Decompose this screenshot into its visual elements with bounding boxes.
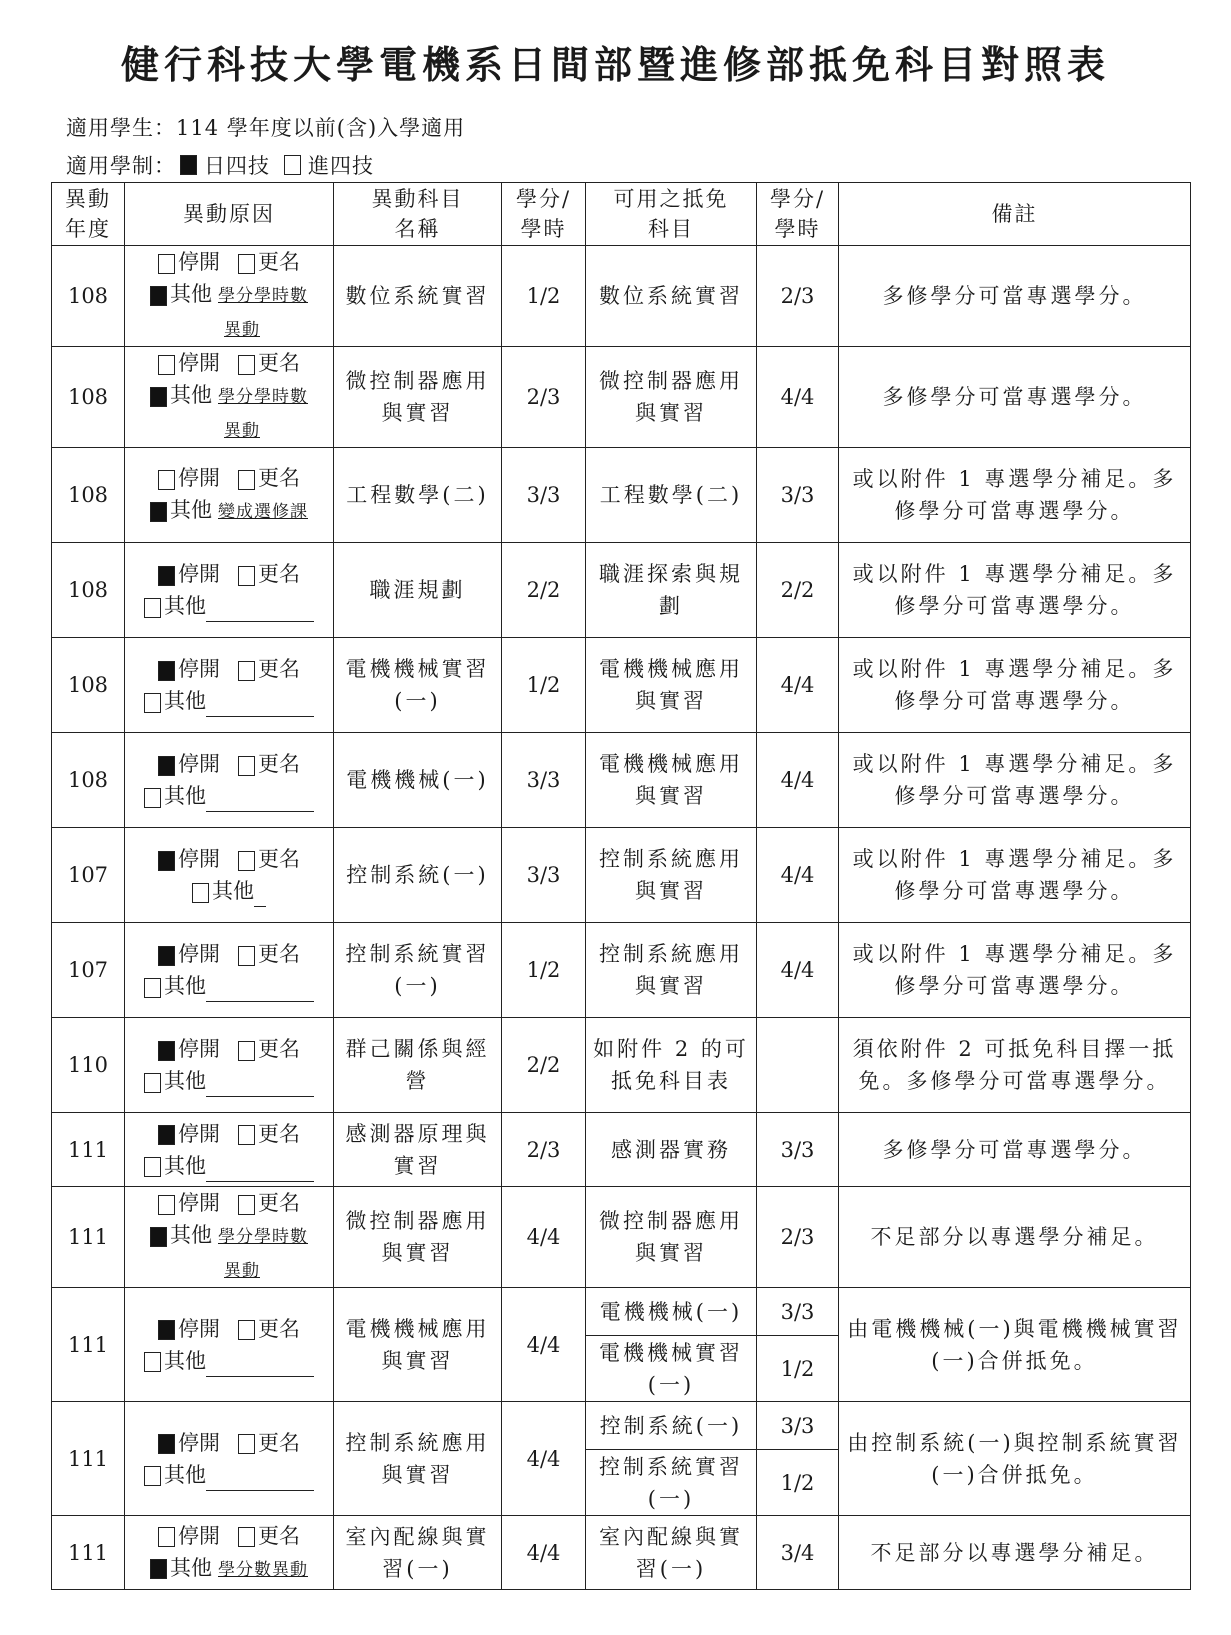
closed-checkbox (158, 254, 175, 274)
alt-credits-cell: 3/3 (757, 1288, 839, 1336)
other-label: 其他 (170, 282, 212, 306)
program-option-label: 進四技 (308, 154, 374, 178)
page-title: 健行科技大學電機系日間部暨進修部抵免科目對照表 (120, 42, 1110, 87)
table-row (52, 733, 1191, 828)
header-row (52, 183, 1191, 246)
credits-cell: 4/4 (502, 1187, 586, 1288)
closed-label: 停開 (178, 1316, 220, 1341)
table-row (52, 1113, 1191, 1187)
renamed-label: 更名 (258, 250, 300, 274)
credits-cell: 1/2 (502, 638, 586, 733)
note-cell: 或以附件 1 專選學分補足。多修學分可當專選學分。 (839, 733, 1191, 828)
table-row (52, 448, 1191, 543)
table-row (52, 923, 1191, 1018)
other-label: 其他 (164, 1348, 206, 1373)
year-cell: 108 (52, 733, 125, 828)
header-credits: 學分/ 學時 (502, 183, 586, 246)
closed-checkbox (158, 661, 175, 681)
credits-cell: 4/4 (502, 1402, 586, 1516)
closed-checkbox (158, 1527, 175, 1547)
year-cell: 107 (52, 923, 125, 1018)
alt-subject-cell: 電機機械實習(一) (586, 1336, 757, 1402)
note-cell: 或以附件 1 專選學分補足。多修學分可當專選學分。 (839, 638, 1191, 733)
renamed-checkbox (238, 1041, 255, 1061)
table-row (52, 347, 1191, 448)
alt-subject-cell: 控制系統實習(一) (586, 1450, 757, 1516)
closed-checkbox (158, 1125, 175, 1145)
closed-checkbox (158, 1195, 175, 1215)
note-cell: 由電機機械(一)與電機機械實習(一)合併抵免。 (839, 1288, 1191, 1402)
year-cell: 108 (52, 246, 125, 347)
subject-cell: 工程數學(二) (334, 448, 502, 543)
credits-cell: 2/3 (502, 347, 586, 448)
note-cell: 由控制系統(一)與控制系統實習(一)合併抵免。 (839, 1402, 1191, 1516)
year-cell: 108 (52, 448, 125, 543)
other-label: 其他 (164, 689, 206, 713)
closed-label: 停開 (178, 1121, 220, 1146)
alt-subject-cell: 室內配線與實習(一) (586, 1516, 757, 1590)
alt-credits-cell: 1/2 (757, 1450, 839, 1516)
other-checkbox (144, 693, 161, 713)
alt-subject-cell: 工程數學(二) (586, 448, 757, 543)
subject-cell: 電機機械(一) (334, 733, 502, 828)
subject-cell: 電機機械應用與實習 (334, 1288, 502, 1402)
alt-subject-cell: 電機機械應用與實習 (586, 638, 757, 733)
reason-cell (125, 246, 334, 347)
table-row (52, 638, 1191, 733)
renamed-label: 更名 (258, 1316, 300, 1341)
subject-cell: 控制系統實習(一) (334, 923, 502, 1018)
credits-cell: 4/4 (502, 1516, 586, 1590)
subject-cell: 控制系統(一) (334, 828, 502, 923)
credits-cell: 1/2 (502, 246, 586, 347)
renamed-checkbox (238, 1434, 255, 1454)
year-cell: 107 (52, 828, 125, 923)
closed-label: 停開 (178, 752, 220, 776)
year-cell: 111 (52, 1402, 125, 1516)
renamed-checkbox (238, 254, 255, 274)
table-row (52, 543, 1191, 638)
credits-cell: 2/2 (502, 543, 586, 638)
closed-label: 停開 (178, 466, 220, 490)
subject-cell: 微控制器應用與實習 (334, 347, 502, 448)
table-row (52, 246, 1191, 347)
other-checkbox (144, 788, 161, 808)
year-cell: 111 (52, 1288, 125, 1402)
renamed-checkbox (238, 470, 255, 490)
reason-cell (125, 828, 334, 923)
year-cell: 111 (52, 1187, 125, 1288)
year-cell: 108 (52, 543, 125, 638)
credits-cell: 2/2 (502, 1018, 586, 1113)
other-checkbox (150, 387, 167, 407)
closed-label: 停開 (178, 1191, 220, 1215)
alt-credits-cell (757, 1018, 839, 1113)
closed-label: 停開 (178, 351, 220, 375)
renamed-label: 更名 (258, 351, 300, 375)
credit-transfer-table (51, 182, 1191, 1590)
alt-credits-cell: 4/4 (757, 923, 839, 1018)
credits-cell: 3/3 (502, 828, 586, 923)
closed-label: 停開 (178, 250, 220, 274)
other-checkbox (150, 286, 167, 306)
program-type (66, 150, 374, 180)
applicable-students (66, 112, 465, 142)
closed-checkbox (158, 355, 175, 375)
reason-cell (125, 1113, 334, 1187)
other-label: 其他 (164, 974, 206, 998)
other-label: 其他 (164, 1153, 206, 1178)
other-checkbox (192, 883, 209, 903)
note-cell: 須依附件 2 可抵免科目擇一抵免。多修學分可當專選學分。 (839, 1018, 1191, 1113)
alt-credits-cell: 4/4 (757, 347, 839, 448)
other-checkbox (144, 598, 161, 618)
alt-credits-cell: 3/4 (757, 1516, 839, 1590)
closed-label: 停開 (178, 942, 220, 966)
alt-subject-cell: 控制系統應用與實習 (586, 923, 757, 1018)
year-cell: 108 (52, 347, 125, 448)
closed-label: 停開 (178, 847, 220, 871)
reason-cell (125, 448, 334, 543)
closed-label: 停開 (178, 1523, 220, 1548)
renamed-label: 更名 (258, 466, 300, 490)
other-blank-line (206, 1470, 314, 1491)
alt-subject-cell: 電機機械(一) (586, 1288, 757, 1336)
note-cell: 多修學分可當專選學分。 (839, 246, 1191, 347)
other-label: 其他 (170, 1223, 212, 1247)
alt-subject-cell: 電機機械應用與實習 (586, 733, 757, 828)
renamed-checkbox (238, 661, 255, 681)
alt-credits-cell: 4/4 (757, 828, 839, 923)
renamed-checkbox (238, 1195, 255, 1215)
alt-subject-cell: 數位系統實習 (586, 246, 757, 347)
renamed-label: 更名 (258, 847, 300, 871)
alt-subject-cell: 控制系統(一) (586, 1402, 757, 1450)
other-blank-line (206, 601, 314, 622)
other-label: 其他 (170, 383, 212, 407)
reason-cell (125, 543, 334, 638)
alt-subject-cell: 職涯探索與規劃 (586, 543, 757, 638)
renamed-label: 更名 (258, 562, 300, 586)
note-cell: 不足部分以專選學分補足。 (839, 1516, 1191, 1590)
renamed-label: 更名 (258, 1430, 300, 1455)
reason-cell (125, 1402, 334, 1516)
reason-cell (125, 638, 334, 733)
table-row (52, 1187, 1191, 1288)
note-cell: 多修學分可當專選學分。 (839, 347, 1191, 448)
other-blank-line (206, 1161, 314, 1182)
renamed-checkbox (238, 756, 255, 776)
other-reason-text: 學分學時數 (218, 286, 308, 306)
closed-checkbox (158, 756, 175, 776)
other-blank-line (254, 886, 266, 907)
closed-checkbox (158, 1434, 175, 1454)
other-label: 其他 (164, 784, 206, 808)
renamed-label: 更名 (258, 1037, 300, 1061)
alt-subject-cell: 如附件 2 的可抵免科目表 (586, 1018, 757, 1113)
other-blank-line (206, 981, 314, 1002)
year-cell: 111 (52, 1113, 125, 1187)
other-reason-text: 學分數異動 (218, 1559, 308, 1580)
closed-label: 停開 (178, 657, 220, 681)
note-cell: 或以附件 1 專選學分補足。多修學分可當專選學分。 (839, 828, 1191, 923)
renamed-label: 更名 (258, 1121, 300, 1146)
other-reason-text: 變成選修課 (218, 502, 308, 522)
closed-checkbox (158, 1320, 175, 1340)
table-row (52, 1402, 1191, 1450)
program-checkbox (284, 155, 301, 175)
other-label: 其他 (164, 1069, 206, 1093)
header-year: 異動 年度 (52, 183, 125, 246)
renamed-label: 更名 (258, 1523, 300, 1548)
header-alt-subject: 可用之抵免 科目 (586, 183, 757, 246)
renamed-label: 更名 (258, 942, 300, 966)
closed-label: 停開 (178, 1430, 220, 1455)
renamed-label: 更名 (258, 752, 300, 776)
other-checkbox (150, 502, 167, 522)
subject-cell: 室內配線與實習(一) (334, 1516, 502, 1590)
other-reason-text: 學分學時數 (218, 1227, 308, 1247)
subject-cell: 控制系統應用與實習 (334, 1402, 502, 1516)
alt-credits-cell: 4/4 (757, 733, 839, 828)
alt-credits-cell: 2/2 (757, 543, 839, 638)
applicable-students-value: 114 學年度以前(含)入學適用 (176, 116, 466, 140)
note-cell: 或以附件 1 專選學分補足。多修學分可當專選學分。 (839, 923, 1191, 1018)
renamed-checkbox (238, 1527, 255, 1547)
subject-cell: 微控制器應用與實習 (334, 1187, 502, 1288)
other-checkbox (144, 1073, 161, 1093)
alt-credits-cell: 1/2 (757, 1336, 839, 1402)
year-cell: 111 (52, 1516, 125, 1590)
alt-subject-cell: 微控制器應用與實習 (586, 347, 757, 448)
credits-cell: 3/3 (502, 448, 586, 543)
credits-cell: 4/4 (502, 1288, 586, 1402)
other-reason-text: 學分學時數 (218, 387, 308, 407)
closed-checkbox (158, 1041, 175, 1061)
closed-checkbox (158, 566, 175, 586)
reason-cell (125, 733, 334, 828)
alt-subject-cell: 感測器實務 (586, 1113, 757, 1187)
other-checkbox (150, 1227, 167, 1247)
other-reason-text-2: 異動 (224, 1261, 260, 1281)
alt-credits-cell: 3/3 (757, 448, 839, 543)
renamed-checkbox (238, 851, 255, 871)
reason-cell (125, 923, 334, 1018)
credits-cell: 3/3 (502, 733, 586, 828)
table-row (52, 828, 1191, 923)
other-label: 其他 (170, 1555, 212, 1580)
other-checkbox (144, 978, 161, 998)
subject-cell: 數位系統實習 (334, 246, 502, 347)
header-reason: 異動原因 (125, 183, 334, 246)
reason-cell (125, 347, 334, 448)
renamed-checkbox (238, 355, 255, 375)
renamed-checkbox (238, 1320, 255, 1340)
other-blank-line (206, 1076, 314, 1097)
alt-credits-cell: 2/3 (757, 246, 839, 347)
other-label: 其他 (164, 594, 206, 618)
program-option-label: 日四技 (204, 154, 270, 178)
reason-cell (125, 1288, 334, 1402)
renamed-checkbox (238, 1125, 255, 1145)
other-blank-line (206, 696, 314, 717)
other-blank-line (206, 791, 314, 812)
alt-credits-cell: 3/3 (757, 1113, 839, 1187)
closed-label: 停開 (178, 562, 220, 586)
other-checkbox (144, 1466, 161, 1486)
alt-credits-cell: 2/3 (757, 1187, 839, 1288)
closed-label: 停開 (178, 1037, 220, 1061)
reason-cell (125, 1018, 334, 1113)
subject-cell: 感測器原理與實習 (334, 1113, 502, 1187)
subject-cell: 群己關係與經營 (334, 1018, 502, 1113)
other-checkbox (144, 1352, 161, 1372)
credits-cell: 2/3 (502, 1113, 586, 1187)
credits-cell: 1/2 (502, 923, 586, 1018)
closed-checkbox (158, 470, 175, 490)
closed-checkbox (158, 851, 175, 871)
other-checkbox (144, 1157, 161, 1177)
alt-credits-cell: 3/3 (757, 1402, 839, 1450)
other-label: 其他 (170, 498, 212, 522)
alt-credits-cell: 4/4 (757, 638, 839, 733)
other-label: 其他 (212, 879, 254, 903)
closed-checkbox (158, 946, 175, 966)
program-label: 適用學制： (66, 154, 176, 178)
note-cell: 或以附件 1 專選學分補足。多修學分可當專選學分。 (839, 448, 1191, 543)
subject-cell: 電機機械實習(一) (334, 638, 502, 733)
note-cell: 或以附件 1 專選學分補足。多修學分可當專選學分。 (839, 543, 1191, 638)
renamed-checkbox (238, 946, 255, 966)
other-blank-line (206, 1356, 314, 1377)
other-reason-text-2: 異動 (224, 421, 260, 441)
renamed-label: 更名 (258, 657, 300, 681)
table-row (52, 1018, 1191, 1113)
header-alt-credits: 學分/ 學時 (757, 183, 839, 246)
header-note: 備註 (839, 183, 1191, 246)
other-label: 其他 (164, 1462, 206, 1487)
other-checkbox (150, 1559, 167, 1579)
header-subject: 異動科目 名稱 (334, 183, 502, 246)
table-row (52, 1288, 1191, 1336)
reason-cell (125, 1187, 334, 1288)
year-cell: 110 (52, 1018, 125, 1113)
alt-subject-cell: 微控制器應用與實習 (586, 1187, 757, 1288)
note-cell: 不足部分以專選學分補足。 (839, 1187, 1191, 1288)
renamed-checkbox (238, 566, 255, 586)
year-cell: 108 (52, 638, 125, 733)
subject-cell: 職涯規劃 (334, 543, 502, 638)
applicable-students-label: 適用學生： (66, 116, 176, 140)
alt-subject-cell: 控制系統應用與實習 (586, 828, 757, 923)
note-cell: 多修學分可當專選學分。 (839, 1113, 1191, 1187)
program-checkbox (180, 155, 197, 175)
table-row (52, 1516, 1191, 1590)
renamed-label: 更名 (258, 1191, 300, 1215)
other-reason-text-2: 異動 (224, 320, 260, 340)
reason-cell (125, 1516, 334, 1590)
